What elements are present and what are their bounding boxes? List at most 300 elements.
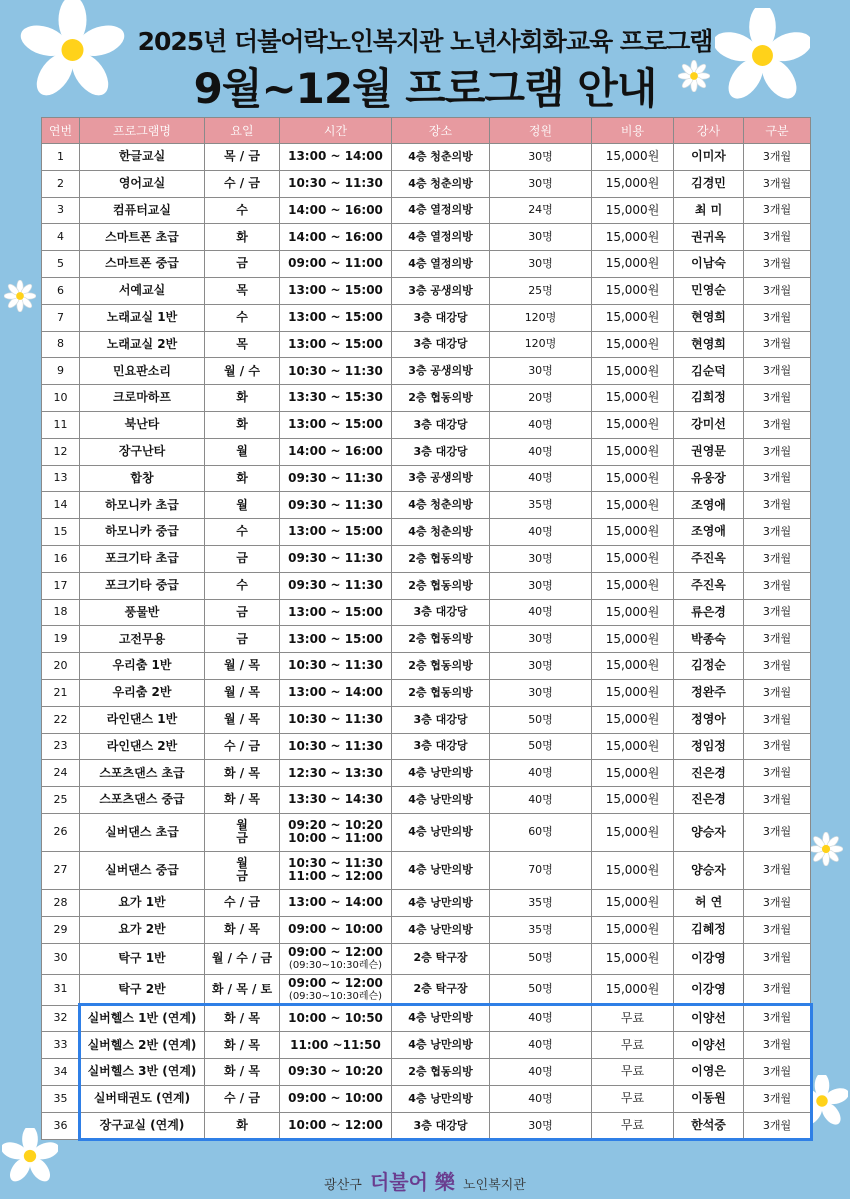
- program-period-text: 3개월: [762, 578, 792, 592]
- table-row: [42, 385, 811, 412]
- program-name-text: 스포츠댄스 중급: [99, 792, 185, 807]
- program-capacity: [490, 733, 592, 760]
- program-time: [280, 170, 392, 197]
- program-day: [205, 545, 280, 572]
- program-capacity-text: 50명: [528, 712, 553, 726]
- program-period-text: 3개월: [762, 257, 792, 271]
- program-fee-text: 15,000원: [605, 792, 660, 807]
- table-row: [42, 144, 811, 171]
- program-period: [744, 304, 811, 331]
- program-room-text: 2층 협동의방: [408, 632, 473, 646]
- row-number-text: 20: [53, 658, 68, 672]
- table-row: [42, 277, 811, 304]
- program-day: [205, 304, 280, 331]
- program-time: [280, 1005, 392, 1032]
- program-time: [280, 1059, 392, 1086]
- program-capacity-text: 24명: [528, 203, 553, 217]
- program-teacher: [674, 411, 744, 438]
- program-time-text: 10:30 ~ 11:30: [288, 712, 383, 727]
- program-fee-text: 15,000원: [605, 578, 660, 593]
- program-teacher: [674, 787, 744, 814]
- column-header-capacity: 정원: [490, 118, 592, 144]
- program-day-text: 월 / 수 / 금: [211, 950, 273, 965]
- row-number: [42, 706, 80, 733]
- program-room: [392, 465, 490, 492]
- row-number-text: 19: [53, 632, 68, 646]
- program-time-text: 09:30 ~ 11:30: [288, 470, 383, 485]
- program-fee-text: 15,000원: [605, 738, 660, 753]
- program-name-text: 스마트폰 초급: [105, 229, 179, 244]
- footer-center-name: 노인복지관: [463, 1178, 526, 1193]
- program-teacher: [674, 851, 744, 889]
- program-fee: [592, 599, 674, 626]
- program-period: [744, 679, 811, 706]
- program-period-text: 3개월: [762, 1091, 792, 1105]
- program-name-text: 장구교실 (연계): [99, 1118, 185, 1132]
- program-fee-text: 무료: [620, 1064, 645, 1079]
- program-capacity-text: 30명: [528, 578, 553, 592]
- program-teacher-text: 정임정: [691, 738, 726, 753]
- row-number: [42, 385, 80, 412]
- program-time: [280, 653, 392, 680]
- program-fee-text: 15,000원: [605, 470, 660, 485]
- program-time-text: 09:20 ~ 10:20: [288, 818, 383, 833]
- program-time: [280, 1085, 392, 1112]
- program-name: [80, 851, 205, 889]
- program-day-text: 월 / 수: [224, 363, 260, 378]
- program-time-text: 13:30 ~ 14:30: [288, 792, 383, 807]
- row-number-text: 3: [57, 203, 64, 217]
- program-fee-text: 15,000원: [605, 497, 660, 512]
- column-header-day: 요일: [205, 118, 280, 144]
- program-fee-text: 15,000원: [605, 824, 660, 839]
- row-number-text: 23: [53, 739, 68, 753]
- program-teacher-text: 권귀옥: [691, 229, 726, 244]
- program-teacher-text: 김희정: [691, 390, 726, 405]
- program-period-text: 3개월: [762, 922, 792, 936]
- program-capacity-text: 40명: [528, 471, 553, 485]
- footer-logo: [0, 1166, 850, 1195]
- program-day: [205, 787, 280, 814]
- program-capacity: [490, 851, 592, 889]
- program-period-text: 3개월: [762, 310, 792, 324]
- program-period-text: 3개월: [762, 391, 792, 405]
- program-teacher: [674, 813, 744, 851]
- program-name: [80, 411, 205, 438]
- row-number-text: 36: [53, 1118, 68, 1132]
- program-name: [80, 277, 205, 304]
- program-name: [80, 197, 205, 224]
- program-day-text: 수 / 금: [224, 895, 260, 910]
- program-period: [744, 331, 811, 358]
- program-day-text: 화: [236, 229, 248, 244]
- program-day-text: 금: [236, 256, 248, 271]
- program-day-text: 화: [236, 470, 248, 485]
- program-period: [744, 224, 811, 251]
- program-fee: [592, 519, 674, 546]
- table-row: [42, 197, 811, 224]
- program-capacity-text: 30명: [528, 149, 553, 163]
- program-name-text: 포크기타 초급: [105, 551, 179, 566]
- program-day-text: 월: [236, 444, 248, 459]
- program-room-text: 4층 청춘의방: [408, 176, 473, 190]
- program-room-text: 4층 청춘의방: [408, 149, 473, 163]
- program-time-text: 13:00 ~ 14:00: [288, 149, 383, 164]
- row-number: [42, 1085, 80, 1112]
- program-day-text: 화: [236, 417, 248, 432]
- program-period: [744, 733, 811, 760]
- row-number: [42, 144, 80, 171]
- program-name: [80, 304, 205, 331]
- program-teacher-text: 김정순: [691, 658, 726, 673]
- program-time-text: 10:30 ~ 11:30: [288, 176, 383, 191]
- program-name-text: 크로마하프: [113, 390, 171, 405]
- program-room-text: 4층 낭만의방: [408, 792, 473, 806]
- program-capacity-text: 30명: [528, 632, 553, 646]
- program-room-text: 2층 협동의방: [408, 578, 473, 592]
- row-number: [42, 599, 80, 626]
- program-teacher: [674, 943, 744, 974]
- row-number-text: 27: [53, 863, 68, 877]
- program-time: [280, 572, 392, 599]
- program-name-text: 우리춤 2반: [112, 685, 172, 700]
- program-fee: [592, 492, 674, 519]
- program-teacher-text: 이영은: [691, 1064, 726, 1079]
- program-time: [280, 224, 392, 251]
- program-name-text: 서예교실: [118, 283, 166, 298]
- program-period: [744, 1032, 811, 1059]
- program-day: [205, 411, 280, 438]
- program-fee: [592, 760, 674, 787]
- table-row: [42, 1005, 811, 1032]
- program-name: [80, 170, 205, 197]
- row-number: [42, 277, 80, 304]
- program-fee: [592, 545, 674, 572]
- program-fee: [592, 916, 674, 943]
- row-number-text: 17: [53, 578, 68, 592]
- row-number-text: 9: [57, 364, 64, 378]
- program-time: [280, 277, 392, 304]
- program-room: [392, 706, 490, 733]
- table-row: [42, 465, 811, 492]
- table-row: [42, 653, 811, 680]
- column-header-time: 시간: [280, 118, 392, 144]
- row-number-text: 30: [53, 951, 68, 965]
- program-time: [280, 626, 392, 653]
- program-name-text: 우리춤 1반: [112, 658, 172, 673]
- program-fee: [592, 331, 674, 358]
- program-room-text: 2층 협동의방: [408, 658, 473, 672]
- row-number: [42, 653, 80, 680]
- program-name: [80, 1085, 205, 1112]
- program-day: [205, 224, 280, 251]
- program-day: [205, 626, 280, 653]
- program-time-text: 10:30 ~ 11:30: [288, 658, 383, 673]
- program-room: [392, 1005, 490, 1032]
- program-room-text: 4층 낭만의방: [408, 895, 473, 909]
- program-name-text: 라인댄스 1반: [106, 712, 178, 727]
- program-period-text: 3개월: [762, 498, 792, 512]
- program-day-text: 금: [236, 551, 248, 566]
- program-name-text: 포크기타 중급: [105, 578, 179, 593]
- program-period-text: 3개월: [762, 605, 792, 619]
- program-period: [744, 492, 811, 519]
- program-name-text: 실버댄스 초급: [105, 824, 179, 839]
- program-period: [744, 1112, 811, 1139]
- program-time-text: 10:30 ~ 11:30: [288, 363, 383, 378]
- program-fee: [592, 943, 674, 974]
- program-time: [280, 519, 392, 546]
- program-teacher-text: 이남숙: [691, 256, 726, 271]
- program-teacher-text: 정완주: [691, 685, 726, 700]
- program-room: [392, 1085, 490, 1112]
- program-room: [392, 974, 490, 1005]
- program-capacity: [490, 465, 592, 492]
- program-capacity-text: 35명: [528, 922, 553, 936]
- program-fee: [592, 144, 674, 171]
- program-teacher: [674, 465, 744, 492]
- program-day-text: 화 / 목 / 토: [211, 981, 273, 996]
- program-teacher: [674, 331, 744, 358]
- program-period-text: 3개월: [762, 792, 792, 806]
- footer-district: 광산구: [324, 1178, 362, 1193]
- program-fee: [592, 813, 674, 851]
- program-day: [205, 251, 280, 278]
- program-teacher-text: 이강영: [691, 950, 726, 965]
- program-capacity: [490, 358, 592, 385]
- column-header-program: 프로그램명: [80, 118, 205, 144]
- program-teacher: [674, 626, 744, 653]
- program-fee-text: 15,000원: [605, 765, 660, 780]
- table-row: [42, 706, 811, 733]
- program-period-text: 3개월: [762, 895, 792, 909]
- program-day-text: 수 / 금: [224, 738, 260, 753]
- program-teacher: [674, 733, 744, 760]
- program-time-text: 14:00 ~ 16:00: [288, 202, 383, 217]
- program-room: [392, 492, 490, 519]
- program-teacher-text: 조영애: [691, 524, 726, 539]
- program-time-text: 14:00 ~ 16:00: [288, 229, 383, 244]
- program-period: [744, 170, 811, 197]
- row-number: [42, 304, 80, 331]
- program-day: [205, 1112, 280, 1139]
- program-time: [280, 760, 392, 787]
- program-capacity-text: 40명: [528, 605, 553, 619]
- program-name: [80, 385, 205, 412]
- program-day-text: 월 / 목: [224, 658, 260, 673]
- program-period-text: 3개월: [762, 712, 792, 726]
- row-number-text: 1: [57, 149, 64, 163]
- program-fee-text: 15,000원: [605, 685, 660, 700]
- program-fee-text: 15,000원: [605, 444, 660, 459]
- program-teacher-text: 주진옥: [691, 551, 726, 566]
- program-teacher-text: 양승자: [691, 862, 726, 877]
- program-teacher: [674, 1085, 744, 1112]
- program-teacher-text: 이미자: [691, 149, 726, 164]
- program-time-text: 10:00 ~ 12:00: [288, 1118, 383, 1132]
- program-fee: [592, 304, 674, 331]
- program-teacher-text: 이양선: [691, 1010, 726, 1025]
- program-day-text: 월 / 목: [224, 712, 260, 727]
- program-room: [392, 851, 490, 889]
- program-name: [80, 465, 205, 492]
- program-name: [80, 813, 205, 851]
- program-period-text: 3개월: [762, 149, 792, 163]
- program-capacity: [490, 170, 592, 197]
- program-room: [392, 916, 490, 943]
- program-day: [205, 465, 280, 492]
- program-capacity: [490, 1059, 592, 1086]
- program-day-text: 목 / 금: [224, 149, 260, 164]
- program-capacity-text: 70명: [528, 863, 553, 877]
- program-time: [280, 889, 392, 916]
- program-room-text: 3층 대강당: [413, 417, 468, 431]
- program-name: [80, 599, 205, 626]
- program-teacher: [674, 1005, 744, 1032]
- program-time: [280, 197, 392, 224]
- program-time: [280, 679, 392, 706]
- program-period: [744, 1085, 811, 1112]
- program-capacity: [490, 760, 592, 787]
- column-header-period: 구분: [744, 118, 811, 144]
- program-fee-text: 15,000원: [605, 229, 660, 244]
- program-teacher: [674, 1112, 744, 1139]
- program-capacity-text: 35명: [528, 895, 553, 909]
- program-name-text: 풍물반: [124, 604, 160, 619]
- program-time: [280, 465, 392, 492]
- program-capacity: [490, 653, 592, 680]
- program-room-text: 4층 낭만의방: [408, 825, 473, 839]
- program-time-text-secondary: (09:30~10:30레슨): [288, 959, 383, 971]
- program-name-text: 스마트폰 중급: [105, 256, 179, 271]
- program-day: [205, 851, 280, 889]
- row-number: [42, 251, 80, 278]
- program-teacher: [674, 916, 744, 943]
- program-fee: [592, 1112, 674, 1139]
- row-number: [42, 626, 80, 653]
- program-period-text: 3개월: [762, 632, 792, 646]
- row-number: [42, 465, 80, 492]
- program-day: [205, 679, 280, 706]
- program-time-text: 13:00 ~ 15:00: [288, 336, 383, 351]
- program-capacity: [490, 197, 592, 224]
- row-number: [42, 438, 80, 465]
- program-time-text-secondary: 11:00 ~ 12:00: [288, 869, 383, 884]
- program-room-text: 4층 낭만의방: [408, 766, 473, 780]
- program-teacher: [674, 1059, 744, 1086]
- program-room-text: 2층 협동의방: [408, 1064, 473, 1078]
- program-teacher-text: 류은경: [691, 604, 726, 619]
- program-fee: [592, 385, 674, 412]
- row-number: [42, 197, 80, 224]
- program-capacity: [490, 813, 592, 851]
- program-day: [205, 277, 280, 304]
- program-teacher: [674, 358, 744, 385]
- table-row: [42, 733, 811, 760]
- program-period: [744, 706, 811, 733]
- program-name-text: 고전무용: [118, 631, 166, 646]
- program-teacher-text: 김경민: [691, 176, 726, 191]
- row-number: [42, 492, 80, 519]
- program-capacity: [490, 1032, 592, 1059]
- program-room: [392, 572, 490, 599]
- row-number-text: 29: [53, 922, 68, 936]
- program-time: [280, 1112, 392, 1139]
- program-name: [80, 144, 205, 171]
- program-period-text: 3개월: [762, 444, 792, 458]
- row-number-text: 21: [53, 685, 68, 699]
- table-row: [42, 889, 811, 916]
- program-day: [205, 170, 280, 197]
- program-room: [392, 251, 490, 278]
- program-day: [205, 974, 280, 1005]
- program-fee: [592, 851, 674, 889]
- program-capacity: [490, 411, 592, 438]
- program-period-text: 3개월: [762, 525, 792, 538]
- program-name-text: 노래교실 2반: [106, 336, 178, 351]
- program-room-text: 3층 공생의방: [408, 471, 473, 485]
- program-period-text: 3개월: [762, 176, 792, 190]
- program-room-text: 4층 열정의방: [408, 203, 473, 217]
- program-room-text: 3층 대강당: [413, 310, 468, 324]
- program-fee-text: 15,000원: [605, 336, 660, 351]
- program-period: [744, 943, 811, 974]
- program-fee-text: 15,000원: [605, 390, 660, 405]
- program-period-text: 3개월: [762, 337, 792, 351]
- program-teacher: [674, 889, 744, 916]
- program-name: [80, 787, 205, 814]
- program-capacity-text: 30명: [528, 230, 553, 244]
- program-day: [205, 943, 280, 974]
- table-row: [42, 599, 811, 626]
- program-period: [744, 438, 811, 465]
- program-time: [280, 358, 392, 385]
- table-row: [42, 1059, 811, 1086]
- program-period: [744, 519, 811, 546]
- program-teacher-text: 권영문: [691, 444, 726, 459]
- program-fee: [592, 411, 674, 438]
- program-fee-text: 15,000원: [605, 283, 660, 298]
- program-name-text: 요가 2반: [118, 922, 166, 937]
- program-period: [744, 465, 811, 492]
- program-capacity: [490, 224, 592, 251]
- program-fee-text: 15,000원: [605, 604, 660, 619]
- program-room: [392, 760, 490, 787]
- program-teacher: [674, 974, 744, 1005]
- table-row: [42, 1112, 811, 1139]
- program-day: [205, 813, 280, 851]
- program-teacher: [674, 572, 744, 599]
- program-name: [80, 1005, 205, 1032]
- program-teacher: [674, 492, 744, 519]
- program-name: [80, 943, 205, 974]
- program-room: [392, 679, 490, 706]
- program-capacity: [490, 331, 592, 358]
- program-room: [392, 304, 490, 331]
- program-room-text: 4층 낭만의방: [408, 1011, 473, 1025]
- program-fee-text: 무료: [620, 1037, 645, 1052]
- program-day-text: 월 / 목: [224, 685, 260, 700]
- program-capacity: [490, 706, 592, 733]
- program-capacity: [490, 277, 592, 304]
- program-capacity: [490, 144, 592, 171]
- program-teacher-text: 진은경: [691, 765, 726, 780]
- program-name-text: 요가 1반: [118, 895, 166, 910]
- program-name-text: 합창: [130, 470, 154, 485]
- program-time-text: 11:00 ~11:50: [290, 1037, 381, 1052]
- table-row: [42, 438, 811, 465]
- page-subtitle: 2025년 더불어락노인복지관 노년사회화교육 프로그램: [137, 27, 713, 56]
